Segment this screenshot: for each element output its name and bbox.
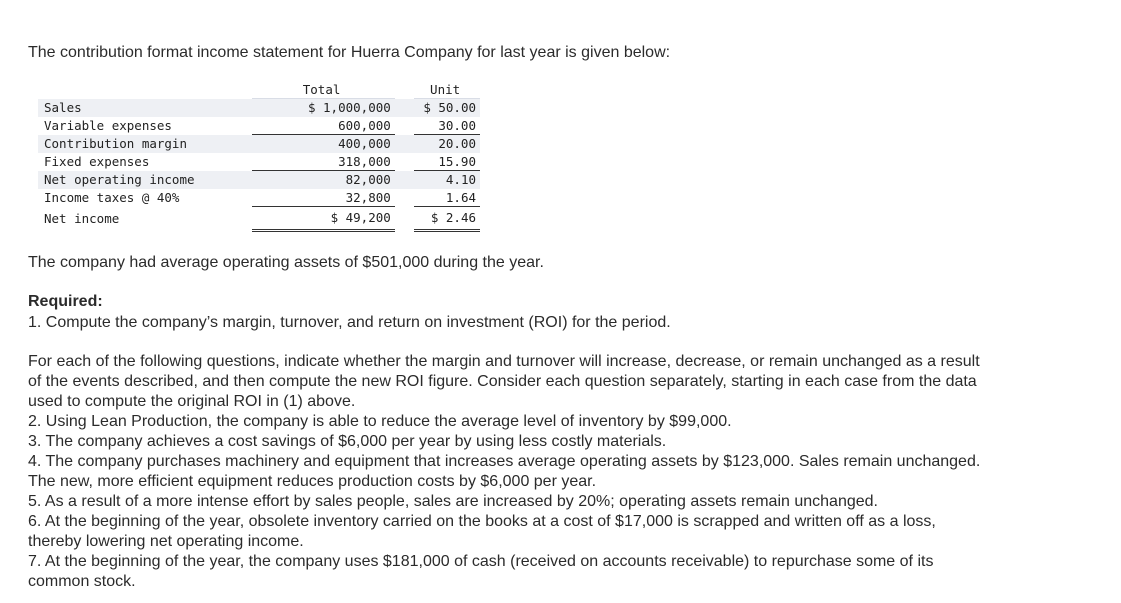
income-statement-table <box>38 82 480 232</box>
row-total: 600,000 <box>252 117 394 135</box>
row-unit: 30.00 <box>414 117 480 135</box>
question-5: 5. As a result of a more intense effort by sales people, sales are increased by 20%; operating assets remain unchanged. <box>28 493 878 510</box>
intro-text: The contribution format income statement for Huerra Company for last year is given below: <box>28 44 671 61</box>
question-1: 1. Compute the company’s margin, turnover, and return on investment (ROI) for the period. <box>28 314 671 331</box>
question-6-continued: thereby lowering net operating income. <box>28 533 304 550</box>
question-6: 6. At the beginning of the year, obsolete inventory carried on the books at a cost of $17,000 is scrapped and written off as a loss, <box>28 513 936 530</box>
row-unit: $ 50.00 <box>414 99 480 117</box>
row-label: Contribution margin <box>38 135 252 153</box>
question-7: 7. At the beginning of the year, the company uses $181,000 of cash (received on accounts receivable) to repurchase some of its <box>28 553 934 570</box>
row-unit: 20.00 <box>414 135 480 153</box>
required-heading: Required: <box>28 293 103 310</box>
table-row <box>38 135 480 153</box>
row-label: Variable expenses <box>44 117 172 133</box>
table-row <box>38 207 480 231</box>
row-total: 318,000 <box>252 153 394 171</box>
unit-column-header: Unit <box>414 82 480 99</box>
table-row <box>38 99 480 117</box>
row-total: $ 49,200 <box>252 207 394 231</box>
row-total: 82,000 <box>252 171 394 189</box>
question-2: 2. Using Lean Production, the company is able to reduce the average level of inventory by $99,000. <box>28 413 732 430</box>
question-4: 4. The company purchases machinery and equipment that increases average operating assets by $123,000. Sales remain unchanged. <box>28 453 981 470</box>
row-label: Net income <box>44 210 120 226</box>
row-label: Fixed expenses <box>44 153 150 169</box>
row-label: Income taxes @ 40% <box>44 189 180 205</box>
row-unit: 4.10 <box>414 171 480 189</box>
table-row <box>38 171 480 189</box>
instructions-line: For each of the following questions, indicate whether the margin and turnover will increase, decrease, or remain unchanged as a result <box>28 353 980 370</box>
income-statement <box>38 82 480 232</box>
instructions-line: of the events described, and then compute the new ROI figure. Consider each question separately, starting in each case from the data <box>28 373 977 390</box>
header-row <box>38 82 480 99</box>
table-row <box>38 117 480 135</box>
row-total: 32,800 <box>252 189 394 207</box>
table-row <box>38 153 480 171</box>
row-unit: $ 2.46 <box>414 207 480 231</box>
row-label: Sales <box>38 99 252 117</box>
instructions-line: used to compute the original ROI in (1) above. <box>28 393 356 410</box>
row-label: Net operating income <box>38 171 252 189</box>
table-row <box>38 189 480 207</box>
question-4-continued: The new, more efficient equipment reduces production costs by $6,000 per year. <box>28 473 597 490</box>
question-7-continued: common stock. <box>28 573 136 590</box>
assets-text: The company had average operating assets of $501,000 during the year. <box>28 254 544 271</box>
row-unit: 1.64 <box>414 189 480 207</box>
question-3: 3. The company achieves a cost savings of $6,000 per year by using less costly materials. <box>28 433 667 450</box>
row-total: $ 1,000,000 <box>252 99 394 117</box>
total-column-header: Total <box>252 82 394 99</box>
row-unit: 15.90 <box>414 153 480 171</box>
row-total: 400,000 <box>252 135 394 153</box>
